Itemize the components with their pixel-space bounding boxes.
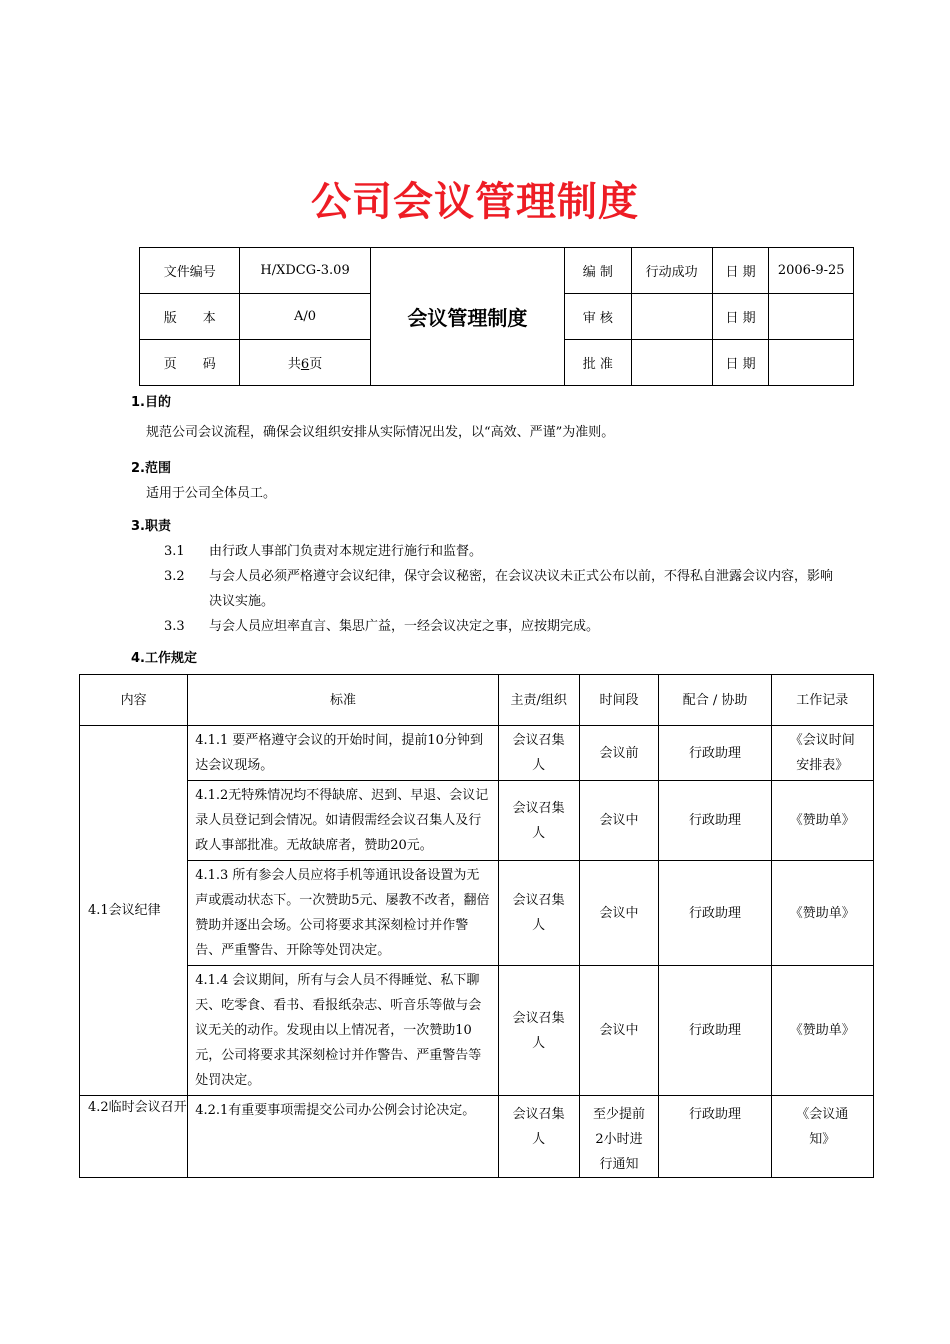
pages-prefix: 共 bbox=[287, 357, 301, 372]
pages-label: 页 码 bbox=[140, 340, 240, 386]
rule-standard: 4.1.2无特殊情况均不得缺席、迟到、早退、会议记录人员登记到会情况。如请假需经会议召集人及行政人事部批准。无故缺席者，赞助20元。 bbox=[188, 781, 499, 861]
duty-item-text: 与会人员必须严格遵守会议纪律，保守会议秘密，在会议决议未正式公布以前，不得私自泄露会议内容，影响决议实施。 bbox=[209, 569, 834, 609]
category-temporary-meeting: 4.2临时会议召开 bbox=[80, 1096, 188, 1178]
approve-label: 批 准 bbox=[565, 340, 631, 386]
rule-assist: 行政助理 bbox=[659, 861, 771, 966]
rule-assist: 行政助理 bbox=[659, 966, 771, 1096]
pages-suffix: 页 bbox=[309, 357, 323, 372]
section-duty-title: 3.职责 bbox=[131, 519, 171, 534]
rule-owner: 会议召集人 bbox=[498, 781, 579, 861]
rule-owner: 会议召集人 bbox=[498, 1096, 579, 1178]
rule-owner: 会议召集人 bbox=[498, 861, 579, 966]
col-header-standard: 标准 bbox=[188, 675, 499, 726]
pages-count: 6 bbox=[300, 357, 310, 372]
version-value: A/0 bbox=[240, 294, 370, 340]
rule-standard: 4.1.1 要严格遵守会议的开始时间，提前10分钟到达会议现场。 bbox=[188, 726, 499, 781]
date-label-3: 日 期 bbox=[712, 340, 769, 386]
rule-assist: 行政助理 bbox=[659, 781, 771, 861]
work-rules-table bbox=[79, 674, 874, 1178]
col-header-record: 工作记录 bbox=[771, 675, 873, 726]
rule-time: 会议中 bbox=[579, 966, 659, 1096]
rule-assist: 行政助理 bbox=[659, 726, 771, 781]
col-header-assist: 配合 / 协助 bbox=[659, 675, 771, 726]
rule-owner: 会议召集人 bbox=[498, 726, 579, 781]
date-value: 2006-9-25 bbox=[769, 248, 854, 294]
review-value bbox=[631, 294, 712, 340]
rule-record: 《赞助单》 bbox=[771, 861, 873, 966]
duty-item-no: 3.2 bbox=[164, 569, 185, 584]
duty-item-text: 由行政人事部门负责对本规定进行施行和监督。 bbox=[209, 544, 483, 559]
approve-value bbox=[631, 340, 712, 386]
category-meeting-discipline: 4.1会议纪律 bbox=[80, 726, 188, 1096]
version-label: 版 本 bbox=[140, 294, 240, 340]
doc-name: 会议管理制度 bbox=[370, 248, 564, 386]
col-header-content: 内容 bbox=[80, 675, 188, 726]
date-value-3 bbox=[769, 340, 854, 386]
rule-owner: 会议召集人 bbox=[498, 966, 579, 1096]
rule-standard: 4.1.4 会议期间，所有与会人员不得睡觉、私下聊天、吃零食、看书、看报纸杂志、听音乐等做与会议无关的动作。发现由以上情况者，一次赞助10元，公司将要求其深刻检讨并作警告、严重警告等处罚决定。 bbox=[188, 966, 499, 1096]
rule-record: 《会议时间安排表》 bbox=[771, 726, 873, 781]
section-purpose-title: 1.目的 bbox=[131, 395, 171, 410]
pages-value bbox=[240, 340, 370, 386]
rule-record: 《赞助单》 bbox=[771, 966, 873, 1096]
rule-standard: 4.2.1有重要事项需提交公司办公例会讨论决定。 bbox=[188, 1096, 499, 1178]
date-label-1: 日 期 bbox=[712, 248, 769, 294]
page-title: 公司会议管理制度 bbox=[311, 179, 639, 225]
section-rules-title: 4.工作规定 bbox=[131, 651, 197, 666]
section-scope-text: 适用于公司全体员工。 bbox=[146, 486, 277, 501]
rule-time: 至少提前2小时进行通知 bbox=[579, 1096, 659, 1178]
date-value-2 bbox=[769, 294, 854, 340]
rule-time: 会议前 bbox=[579, 726, 659, 781]
duty-item-no: 3.1 bbox=[164, 544, 185, 559]
rule-record: 《赞助单》 bbox=[771, 781, 873, 861]
rule-assist: 行政助理 bbox=[659, 1096, 771, 1178]
rule-time: 会议中 bbox=[579, 781, 659, 861]
date-label-2: 日 期 bbox=[712, 294, 769, 340]
duty-item-text: 与会人员应坦率直言、集思广益，一经会议决定之事，应按期完成。 bbox=[209, 619, 600, 634]
section-scope-title: 2.范围 bbox=[131, 461, 171, 476]
document-header-table bbox=[139, 247, 854, 386]
section-purpose-text: 规范公司会议流程，确保会议组织安排从实际情况出发，以“高效、严谨”为准则。 bbox=[146, 425, 615, 440]
rule-time: 会议中 bbox=[579, 861, 659, 966]
rule-record: 《会议通知》 bbox=[771, 1096, 873, 1178]
rule-standard: 4.1.3 所有参会人员应将手机等通讯设备设置为无声或震动状态下。一次赞助5元、屡教不改者，翻倍赞助并逐出会场。公司将要求其深刻检讨并作警告、严重警告、开除等处罚决定。 bbox=[188, 861, 499, 966]
compile-label: 编 制 bbox=[565, 248, 631, 294]
col-header-time: 时间段 bbox=[579, 675, 659, 726]
doc-no-label: 文件编号 bbox=[140, 248, 240, 294]
doc-no-value: H/XDCG-3.09 bbox=[240, 248, 370, 294]
col-header-owner: 主责/组织 bbox=[498, 675, 579, 726]
review-label: 审 核 bbox=[565, 294, 631, 340]
duty-item-no: 3.3 bbox=[164, 619, 185, 634]
compile-value: 行动成功 bbox=[631, 248, 712, 294]
